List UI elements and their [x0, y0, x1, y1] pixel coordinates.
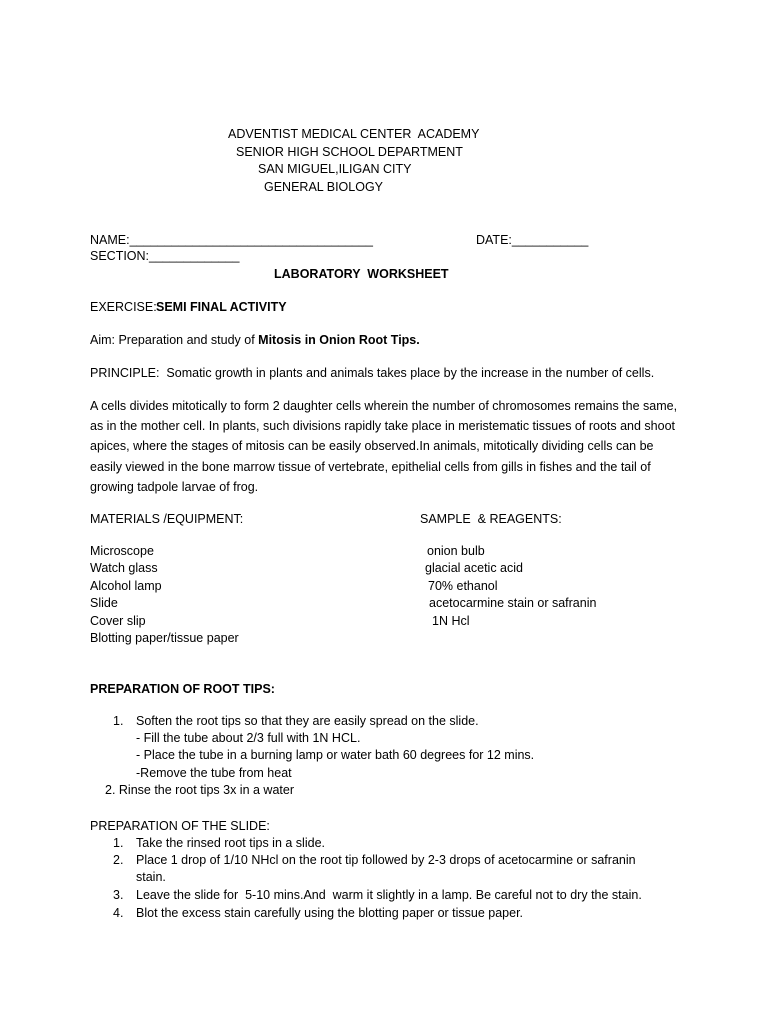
root-step-text: Soften the root tips so that they are easily spread on the slide.: [136, 714, 479, 728]
root-substep: - Fill the tube about 2/3 full with 1N HCL.: [136, 731, 361, 745]
worksheet-title: LABORATORY WORKSHEET: [274, 267, 449, 281]
slide-step-number: 3.: [113, 888, 124, 902]
root-step-number: 1.: [113, 714, 124, 728]
aim-line: [90, 332, 420, 349]
slide-step-text: Blot the excess stain carefully using the blotting paper or tissue paper.: [136, 906, 524, 920]
slide-heading: PREPARATION OF THE SLIDE:: [90, 819, 270, 833]
root-substep: -Remove the tube from heat: [136, 766, 292, 780]
section-field: SECTION:_____________: [90, 249, 240, 263]
reagent-item: 1N Hcl: [432, 614, 470, 628]
aim-label: Aim: Preparation and study of: [90, 333, 259, 347]
reagent-item: acetocarmine stain or safranin: [429, 596, 597, 610]
aim-value: Mitosis in Onion Root Tips.: [258, 333, 420, 347]
material-item: Blotting paper/tissue paper: [90, 631, 239, 645]
root-substep: - Place the tube in a burning lamp or water bath 60 degrees for 12 mins.: [136, 748, 535, 762]
slide-step-text: stain.: [136, 870, 166, 884]
reagent-item: onion bulb: [427, 544, 485, 558]
slide-step-number: 4.: [113, 906, 124, 920]
material-item: Slide: [90, 596, 118, 610]
material-item: Watch glass: [90, 561, 158, 575]
material-item: Alcohol lamp: [90, 579, 162, 593]
slide-step-number: 2.: [113, 853, 124, 867]
root-tips-heading: PREPARATION OF ROOT TIPS:: [90, 682, 275, 696]
slide-step-text: Place 1 drop of 1/10 NHcl on the root tip followed by 2-3 drops of acetocarmine or safranin: [136, 853, 636, 867]
school-name: ADVENTIST MEDICAL CENTER ACADEMY: [228, 127, 480, 141]
reagents-heading: SAMPLE & REAGENTS:: [420, 512, 562, 526]
department-name: SENIOR HIGH SCHOOL DEPARTMENT: [236, 145, 463, 159]
course-name: GENERAL BIOLOGY: [264, 180, 384, 194]
principle-text: PRINCIPLE: Somatic growth in plants and animals takes place by the increase in the number of cells.: [90, 366, 655, 380]
slide-step-number: 1.: [113, 836, 124, 850]
material-item: Microscope: [90, 544, 154, 558]
materials-heading: MATERIALS /EQUIPMENT:: [90, 512, 244, 526]
exercise-label: EXERCISE:: [90, 300, 157, 314]
name-field: NAME:___________________________________: [90, 233, 373, 247]
slide-step-text: Take the rinsed root tips in a slide.: [136, 836, 325, 850]
school-location: SAN MIGUEL,ILIGAN CITY: [258, 162, 412, 176]
reagent-item: 70% ethanol: [428, 579, 498, 593]
reagent-item: glacial acetic acid: [425, 561, 523, 575]
material-item: Cover slip: [90, 614, 146, 628]
slide-step-text: Leave the slide for 5-10 mins.And warm it slightly in a lamp. Be careful not to dry the stain.: [136, 888, 642, 902]
root-step-text: 2. Rinse the root tips 3x in a water: [105, 783, 294, 797]
description-paragraph: A cells divides mitotically to form 2 daughter cells wherein the number of chromosomes remains the same, as in the mother cell. In plants, such divisions rapidly take place in meristematic tissues of roots and shoot apices, where the stages of mitosis can be easily observed.In animals, mitotically dividing cells can be easily viewed in the bone marrow tissue of vertebrate, epithelial cells from gills in fishes and the tail of growing tadpole larvae of frog.: [90, 399, 678, 494]
exercise-value: SEMI FINAL ACTIVITY: [156, 300, 287, 314]
date-field: DATE:___________: [476, 233, 589, 247]
